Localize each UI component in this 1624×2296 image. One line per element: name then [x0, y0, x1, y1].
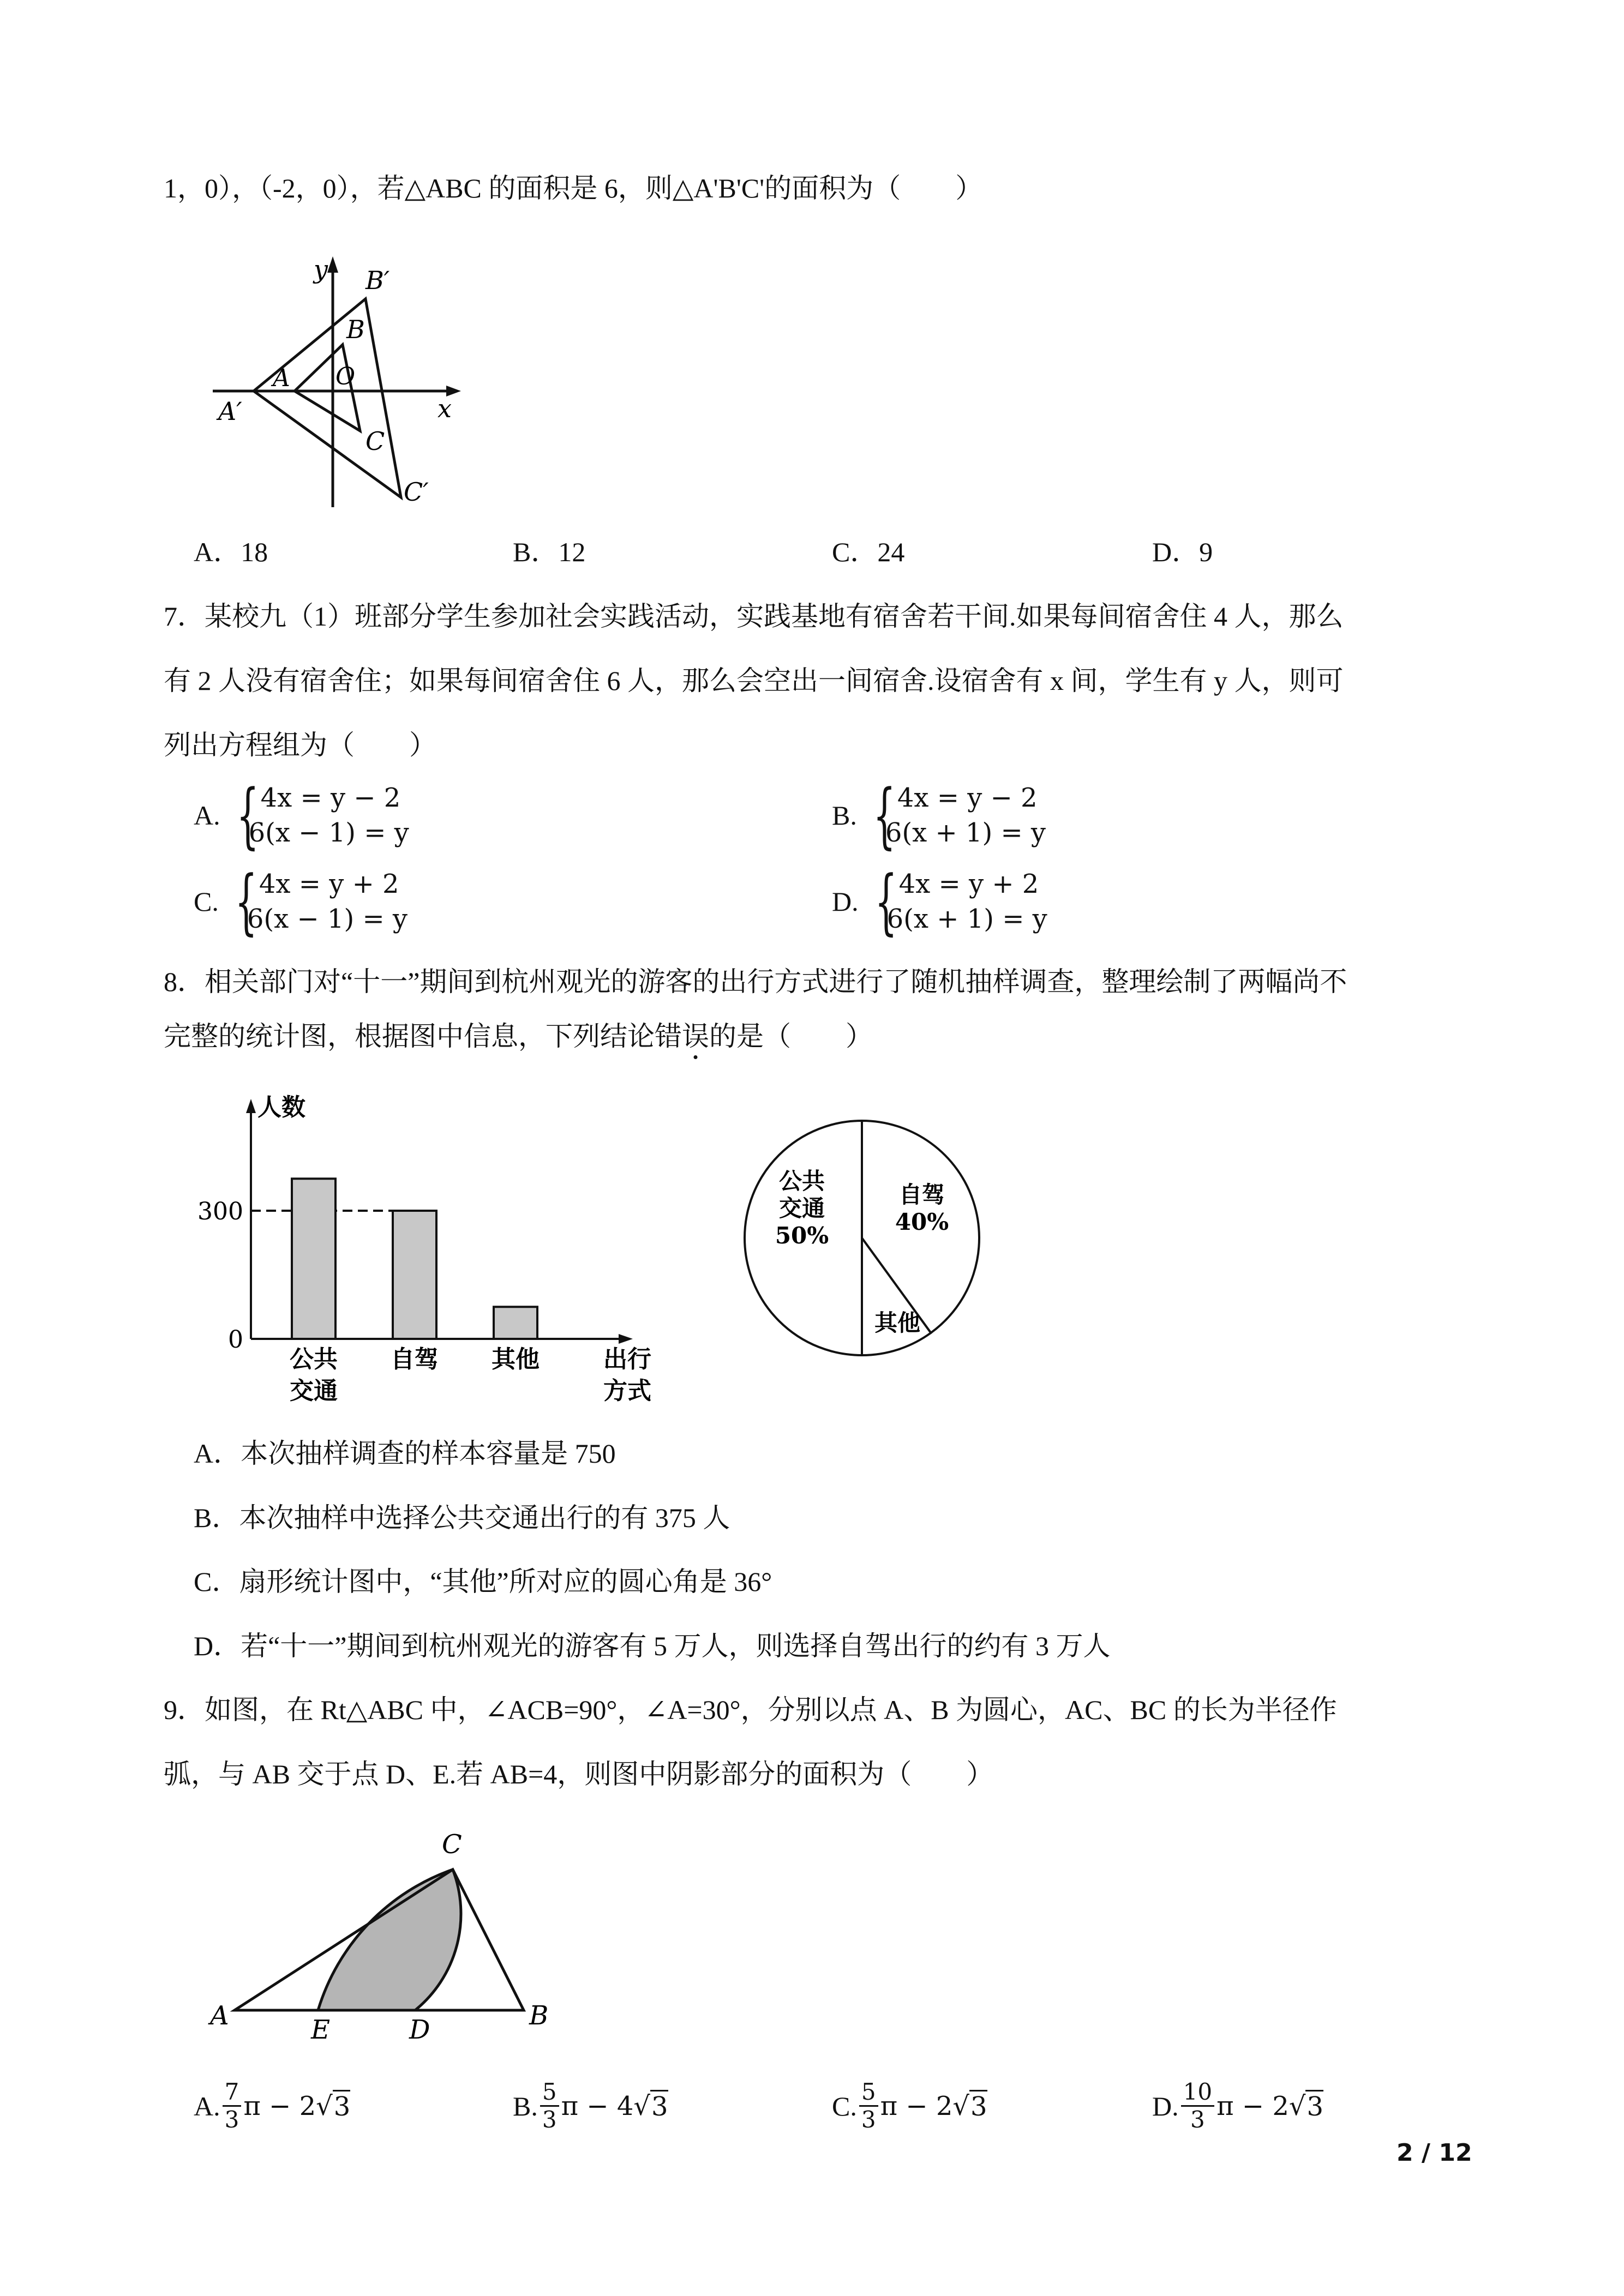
q6-option-b[interactable]: B．12 — [513, 537, 586, 567]
y-axis-label: 人数 — [257, 1093, 305, 1121]
q6-stem: 1，0），（-2，0），若△ABC 的面积是 6，则△A'B'C'的面积为（ ） — [164, 173, 983, 203]
brace-icon: { — [874, 860, 897, 943]
q8-option-b[interactable]: B．本次抽样中选择公共交通出行的有 375 人 — [194, 1502, 730, 1533]
q6-option-d[interactable]: D．9 — [1152, 537, 1213, 567]
triangle-a-prime-b-prime-c-prime — [254, 299, 401, 497]
bar — [494, 1307, 537, 1339]
fraction: $\frac{5}{3}$ — [859, 2079, 878, 2133]
pie-chart — [731, 1107, 993, 1369]
x-tick-label: 自驾 — [391, 1345, 439, 1373]
pie-label: 交通 — [778, 1195, 825, 1222]
shaded-region — [318, 1870, 461, 2010]
pie-label: 公共 — [778, 1168, 825, 1194]
label-b-prime: B′ — [365, 266, 390, 295]
bar — [393, 1211, 436, 1339]
pie-label: 50% — [775, 1222, 829, 1249]
label-b: B — [529, 2000, 549, 2031]
q8-option-a[interactable]: A．本次抽样调查的样本容量是 750 — [194, 1438, 616, 1469]
brace-icon: { — [873, 774, 896, 857]
label-o: O — [335, 363, 356, 390]
fraction: $\frac{5}{3}$ — [540, 2079, 559, 2133]
x-tick-label: 公共 — [290, 1345, 338, 1373]
q7-stem-line-2: 有 2 人没有宿舍住；如果每间宿舍住 6 人，那么会空出一间宿舍.设宿舍有 x 间，学生有 y 人，则可 — [164, 665, 1344, 696]
x-axis-label: 出行 — [603, 1345, 651, 1373]
q7-stem-line-3: 列出方程组为（ ） — [164, 730, 436, 760]
q7-option-a[interactable]: A. { 4x = y − 2 6(x − 1) = y — [194, 774, 409, 857]
sqrt-icon: √ — [633, 2090, 651, 2121]
q9-option-a[interactable]: A. $\frac{7}{3}$ π − 2 √ 3 — [194, 2078, 351, 2133]
y-axis-arrow — [246, 1099, 256, 1113]
q9-figure — [202, 1822, 562, 2040]
brace-icon: { — [236, 774, 259, 857]
y-axis-arrow — [327, 256, 338, 273]
page-number: 2 / 12 — [1397, 2139, 1472, 2167]
q8-stem-line-2: 完整的统计图，根据图中信息，下列结论错误的是（ ） — [164, 1021, 873, 1051]
q9-stem-line-2: 弧，与 AB 交于点 D、E.若 AB=4，则图中阴影部分的面积为（ ） — [164, 1759, 994, 1789]
fraction: $\frac{10}{3}$ — [1181, 2079, 1214, 2133]
q9-option-c[interactable]: C. $\frac{5}{3}$ π − 2 √ 3 — [832, 2078, 987, 2133]
pie-label: 其他 — [874, 1309, 921, 1336]
q9-stem-line-1: 9．如图，在 Rt△ABC 中，∠ACB=90°，∠A=30°，分别以点 A、B 为圆心，AC、BC 的长为半径作 — [164, 1694, 1337, 1725]
bar — [292, 1179, 335, 1339]
label-b: B — [346, 315, 365, 344]
q7-option-c[interactable]: C. { 4x = y + 2 6(x − 1) = y — [194, 860, 408, 943]
label-a: A — [210, 2000, 229, 2031]
label-y: y — [314, 255, 328, 284]
label-x: x — [438, 394, 452, 423]
brace-icon: { — [235, 860, 257, 943]
q6-figure — [202, 240, 475, 507]
q6-option-a[interactable]: A．18 — [194, 537, 268, 567]
bar-chart — [196, 1083, 687, 1410]
q8-stem-line-1: 8．相关部门对“十一”期间到杭州观光的游客的出行方式进行了随机抽样调查，整理绘制了两幅尚不 — [164, 966, 1347, 997]
label-d: D — [409, 2015, 430, 2040]
sqrt-icon: √ — [316, 2090, 333, 2121]
q7-stem-line-1: 7．某校九（1）班部分学生参加社会实践活动，实践基地有宿舍若干间.如果每间宿舍住 4 人，那么 — [164, 601, 1344, 632]
emphasis-dot: 误 — [682, 1021, 709, 1051]
sqrt-icon: √ — [952, 2090, 970, 2121]
label-c: C — [365, 426, 385, 456]
label-c-prime: C′ — [404, 477, 429, 507]
label-a-prime: A′ — [218, 396, 242, 426]
x-axis-label: 方式 — [603, 1377, 651, 1405]
x-axis-arrow — [619, 1334, 633, 1344]
label-a: A — [273, 364, 290, 392]
y-tick-label: 0 — [228, 1326, 243, 1354]
y-tick-label: 300 — [197, 1198, 243, 1225]
x-tick-label: 交通 — [290, 1377, 338, 1405]
q7-option-d[interactable]: D. { 4x = y + 2 6(x + 1) = y — [832, 860, 1047, 943]
fraction: $\frac{7}{3}$ — [223, 2079, 242, 2133]
q6-option-c[interactable]: C．24 — [832, 537, 905, 567]
q7-option-b[interactable]: B. { 4x = y − 2 6(x + 1) = y — [832, 774, 1046, 857]
q9-option-b[interactable]: B. $\frac{5}{3}$ π − 4 √ 3 — [513, 2078, 668, 2133]
q8-option-d[interactable]: D．若“十一”期间到杭州观光的游客有 5 万人，则选择自驾出行的约有 3 万人 — [194, 1631, 1111, 1661]
label-c: C — [442, 1829, 462, 1860]
q9-option-d[interactable]: D. $\frac{10}{3}$ π − 2 √ 3 — [1152, 2078, 1324, 2133]
q8-option-c[interactable]: C．扇形统计图中，“其他”所对应的圆心角是 36° — [194, 1566, 772, 1597]
sqrt-icon: √ — [1289, 2090, 1306, 2121]
label-e: E — [311, 2015, 331, 2040]
x-tick-label: 其他 — [492, 1345, 540, 1373]
pie-label: 40% — [895, 1209, 949, 1235]
pie-label: 自驾 — [898, 1181, 945, 1208]
